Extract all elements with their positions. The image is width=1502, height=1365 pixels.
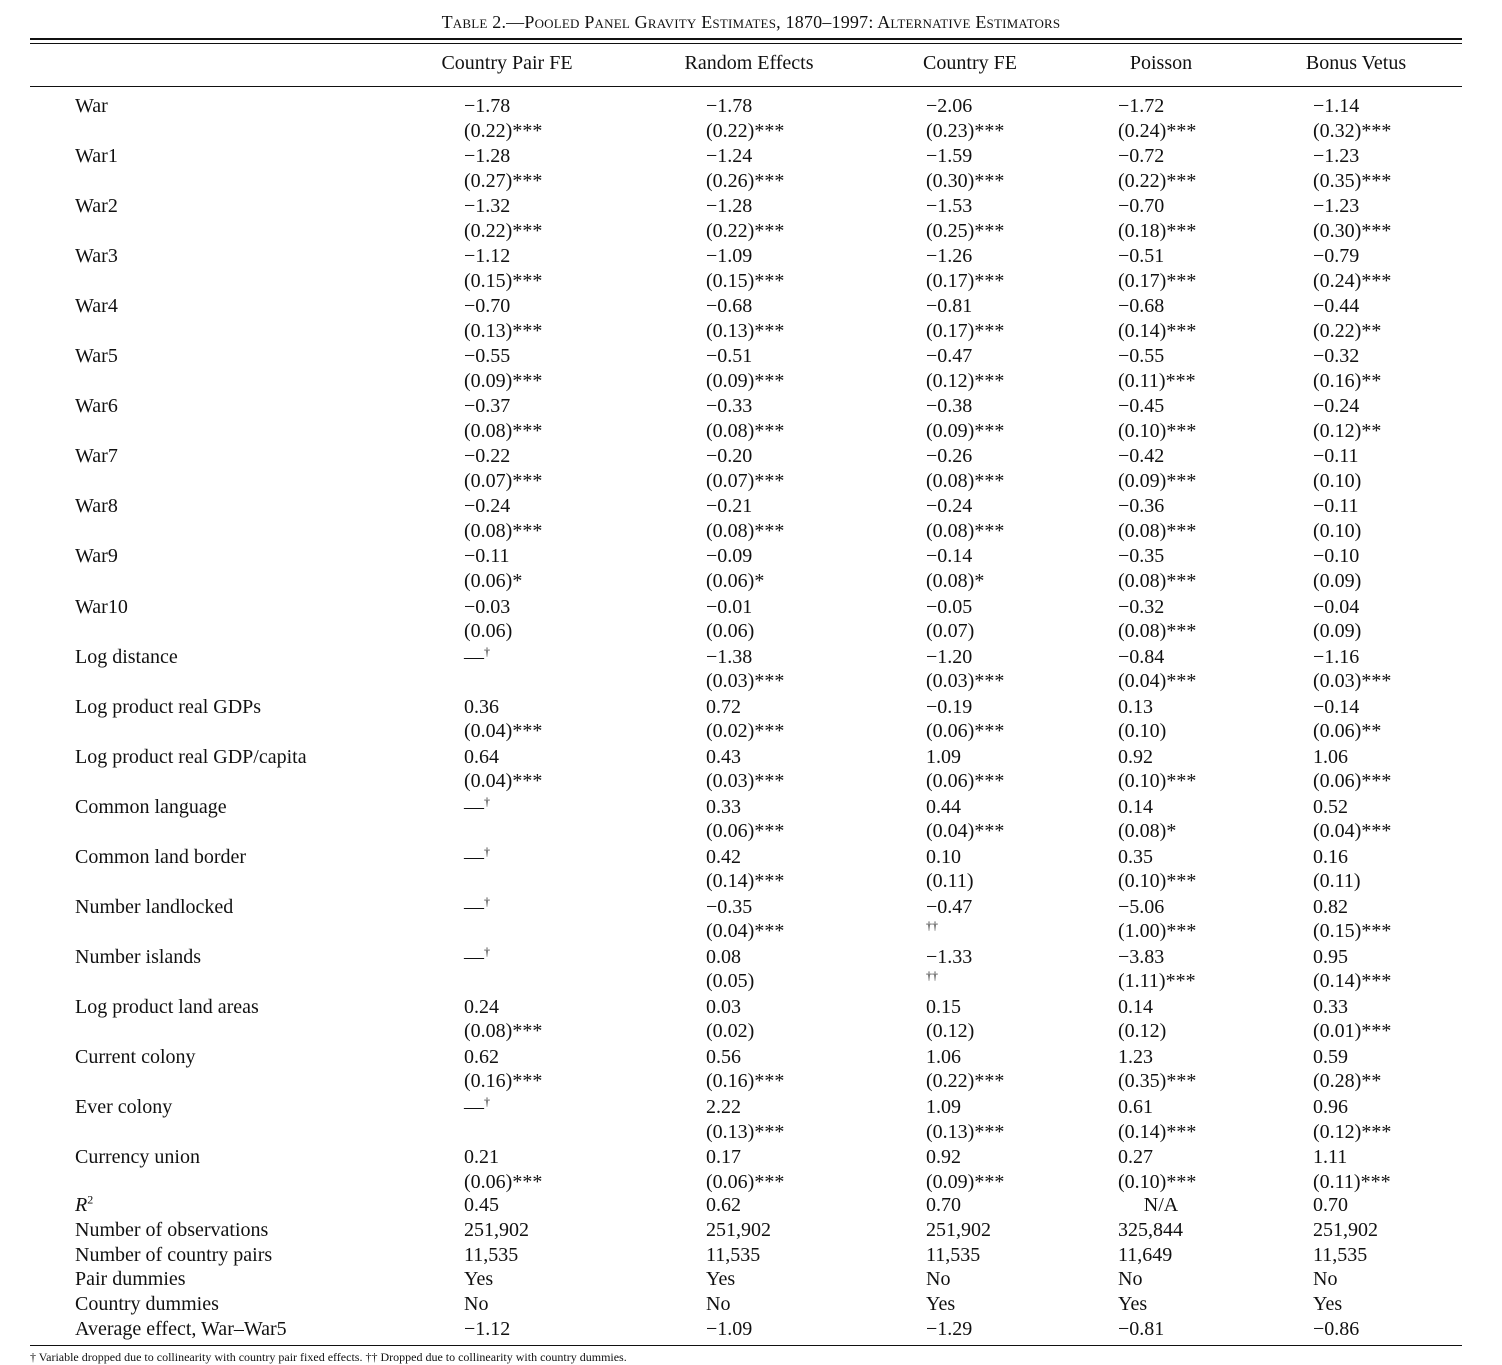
coef-cell: −1.16 xyxy=(1313,645,1360,668)
coef-cell: 0.92 xyxy=(926,1146,961,1169)
se-cell: (0.06) xyxy=(464,620,513,642)
se-cell: (0.15)*** xyxy=(1313,920,1392,943)
se-cell: (0.11) xyxy=(926,870,974,893)
coef-cell: −0.24 xyxy=(1313,395,1360,418)
footnote: † Variable dropped due to collinearity with country pair fixed effects. †† Dropped due to collinearity with country dummies. xyxy=(30,1350,627,1364)
row-label: War7 xyxy=(75,445,118,468)
coef-cell: −0.21 xyxy=(706,495,753,518)
se-cell: (0.08)*** xyxy=(926,519,1005,542)
stat-cell: −1.12 xyxy=(464,1318,511,1340)
row-label: Common language xyxy=(75,795,227,818)
coef-cell: −0.04 xyxy=(1313,595,1360,618)
se-cell: (0.17)*** xyxy=(1118,269,1197,292)
coef-cell: −0.36 xyxy=(1118,495,1165,518)
stat-cell: 0.70 xyxy=(1313,1194,1348,1216)
stat-cell: Yes xyxy=(1118,1293,1148,1316)
coef-cell: 0.27 xyxy=(1118,1146,1153,1169)
coef-cell: −1.53 xyxy=(926,195,973,218)
coef-cell: −1.26 xyxy=(926,245,973,268)
coef-cell: 0.62 xyxy=(464,1045,499,1068)
stat-cell: Yes xyxy=(464,1268,494,1291)
stat-label: $R^2$ xyxy=(75,1192,94,1216)
se-cell: (0.35)*** xyxy=(1313,169,1392,192)
row-label: Log product real GDPs xyxy=(75,695,262,718)
stat-cell: 251,902 xyxy=(926,1218,991,1241)
se-cell: (0.06)* xyxy=(706,569,765,592)
coef-cell: −0.51 xyxy=(706,345,753,368)
coef-cell: −0.20 xyxy=(706,445,753,468)
se-cell: (0.08)* xyxy=(926,569,985,592)
coef-cell: 0.36 xyxy=(464,695,499,718)
coef-cell: −1.12 xyxy=(464,245,511,268)
coef-cell: −1.33 xyxy=(926,945,973,968)
se-cell: (0.04)*** xyxy=(1313,820,1392,843)
row-label: Log product land areas xyxy=(75,995,259,1018)
stat-cell: Yes xyxy=(706,1268,736,1291)
se-cell: (0.13)*** xyxy=(464,319,543,342)
coef-cell: —† xyxy=(464,794,490,818)
se-cell: (0.08)*** xyxy=(1118,620,1197,642)
coef-cell: 1.23 xyxy=(1118,1045,1153,1068)
row-label: War xyxy=(75,95,108,117)
coef-cell: −1.28 xyxy=(464,145,511,168)
stat-cell: No xyxy=(1118,1268,1143,1291)
coef-cell: −0.47 xyxy=(926,895,973,918)
se-cell: (0.14)*** xyxy=(1118,1120,1197,1143)
coef-cell: −0.68 xyxy=(706,295,753,318)
row-label: War2 xyxy=(75,195,118,218)
se-cell: (0.07)*** xyxy=(706,469,785,492)
row-label: Number landlocked xyxy=(75,895,234,918)
se-cell: (0.13)*** xyxy=(706,319,785,342)
stat-cell: No xyxy=(706,1293,731,1316)
se-cell: (0.04)*** xyxy=(464,770,543,793)
se-cell: (1.00)*** xyxy=(1118,920,1197,943)
coef-cell: −0.55 xyxy=(1118,345,1165,368)
coef-cell: −0.09 xyxy=(706,545,753,568)
stat-cell: 11,535 xyxy=(706,1243,761,1266)
se-cell: (1.11)*** xyxy=(1118,970,1196,993)
stat-cell: 11,535 xyxy=(926,1243,981,1266)
se-cell: (0.06)*** xyxy=(1313,770,1392,793)
coef-cell: −0.37 xyxy=(464,395,511,418)
coef-cell: 1.11 xyxy=(1313,1146,1348,1169)
coef-cell: −0.32 xyxy=(1118,595,1165,618)
coef-cell: 0.96 xyxy=(1313,1096,1348,1118)
row-label: Log distance xyxy=(75,645,178,668)
coef-cell: −0.03 xyxy=(464,595,511,618)
se-cell: (0.13)*** xyxy=(926,1120,1005,1143)
coef-cell: −0.44 xyxy=(1313,295,1360,318)
coef-cell: −1.38 xyxy=(706,645,753,668)
se-cell: (0.10) xyxy=(1313,519,1362,542)
coef-cell: −1.78 xyxy=(706,95,753,117)
se-cell: (0.03)*** xyxy=(706,670,785,693)
se-cell: (0.09)*** xyxy=(706,369,785,392)
se-cell: (0.28)** xyxy=(1313,1070,1382,1093)
stat-cell: 11,535 xyxy=(464,1243,519,1266)
se-cell: (0.13)*** xyxy=(706,1120,785,1143)
coef-cell: −0.35 xyxy=(706,895,753,918)
se-cell: (0.14)*** xyxy=(706,870,785,893)
se-cell: (0.22)*** xyxy=(464,219,543,242)
se-cell: †† xyxy=(926,918,938,933)
coef-cell: −0.55 xyxy=(464,345,511,368)
coef-cell: −0.10 xyxy=(1313,545,1360,568)
coef-cell: −0.81 xyxy=(926,295,973,318)
row-label: War8 xyxy=(75,495,118,518)
se-cell: (0.12)*** xyxy=(926,369,1005,392)
coef-cell: 0.56 xyxy=(706,1045,741,1068)
stat-label: Average effect, War–War5 xyxy=(75,1318,287,1340)
se-cell: (0.22)*** xyxy=(1118,169,1197,192)
coef-cell: −1.28 xyxy=(706,195,753,218)
coef-cell: −0.14 xyxy=(926,545,973,568)
se-cell: (0.15)*** xyxy=(706,269,785,292)
stat-cell: −1.29 xyxy=(926,1318,973,1340)
se-cell: (0.06)*** xyxy=(926,770,1005,793)
se-cell: (0.26)*** xyxy=(706,169,785,192)
coef-cell: −0.79 xyxy=(1313,245,1360,268)
se-cell: (0.12)*** xyxy=(1313,1120,1392,1143)
coef-cell: −1.23 xyxy=(1313,145,1360,168)
row-label: Currency union xyxy=(75,1146,200,1169)
coef-cell: −0.11 xyxy=(1313,445,1359,468)
coef-cell: −0.70 xyxy=(464,295,511,318)
se-cell: (0.06)*** xyxy=(464,1170,543,1193)
coef-cell: −0.35 xyxy=(1118,545,1165,568)
stat-cell: 251,902 xyxy=(1313,1218,1378,1241)
column-header: Country FE xyxy=(923,52,1017,74)
se-cell: (0.24)*** xyxy=(1313,269,1392,292)
row-label: War4 xyxy=(75,295,118,318)
coef-cell: −2.06 xyxy=(926,95,973,117)
coef-cell: −0.26 xyxy=(926,445,973,468)
se-cell: (0.27)*** xyxy=(464,169,543,192)
row-label: Number islands xyxy=(75,945,202,968)
se-cell: (0.30)*** xyxy=(1313,219,1392,242)
se-cell: (0.32)*** xyxy=(1313,119,1392,142)
row-label: Ever colony xyxy=(75,1096,173,1118)
coef-cell: −3.83 xyxy=(1118,945,1165,968)
coef-cell: −0.33 xyxy=(706,395,753,418)
stat-label: Country dummies xyxy=(75,1293,219,1316)
coef-cell: −0.19 xyxy=(926,695,973,718)
se-cell: (0.08)*** xyxy=(464,519,543,542)
coef-cell: 0.24 xyxy=(464,995,499,1018)
column-header: Country Pair FE xyxy=(441,52,573,74)
coef-cell: −1.23 xyxy=(1313,195,1360,218)
row-label: War1 xyxy=(75,145,118,168)
coef-cell: −0.72 xyxy=(1118,145,1165,168)
column-header: Poisson xyxy=(1129,52,1193,74)
stat-cell: −1.09 xyxy=(706,1318,753,1340)
stat-cell: 251,902 xyxy=(464,1218,529,1241)
se-cell: (0.08)*** xyxy=(1118,569,1197,592)
stat-cell: −0.81 xyxy=(1118,1318,1165,1340)
se-cell: (0.14)*** xyxy=(1313,970,1392,993)
stat-cell: 0.70 xyxy=(926,1194,961,1216)
se-cell: (0.07)*** xyxy=(464,469,543,492)
coef-cell: 0.08 xyxy=(706,945,741,968)
se-cell: (0.17)*** xyxy=(926,269,1005,292)
stat-cell: 0.62 xyxy=(706,1194,741,1216)
se-cell: (0.11)*** xyxy=(1313,1170,1391,1193)
se-cell: (0.24)*** xyxy=(1118,119,1197,142)
se-cell: (0.09)*** xyxy=(1118,469,1197,492)
row-label: War6 xyxy=(75,395,118,418)
coef-cell: 0.61 xyxy=(1118,1096,1153,1118)
se-cell: (0.10)*** xyxy=(1118,419,1197,442)
se-cell: (0.18)*** xyxy=(1118,219,1197,242)
coef-cell: −0.38 xyxy=(926,395,973,418)
coef-cell: 1.06 xyxy=(1313,745,1348,768)
se-cell: (0.08)* xyxy=(1118,820,1177,843)
coef-cell: —† xyxy=(464,894,490,918)
stat-cell: 251,902 xyxy=(706,1218,771,1241)
se-cell: (0.09)*** xyxy=(464,369,543,392)
coef-cell: 0.44 xyxy=(926,795,961,818)
coef-cell: −0.84 xyxy=(1118,645,1165,668)
se-cell: (0.10) xyxy=(1118,720,1167,743)
column-header: Bonus Vetus xyxy=(1305,52,1407,74)
coef-cell: 0.17 xyxy=(706,1146,741,1169)
coef-cell: 1.09 xyxy=(926,1096,961,1118)
table-title xyxy=(0,12,1502,33)
coef-cell: −0.70 xyxy=(1118,195,1165,218)
bottom-rule xyxy=(30,1345,1462,1346)
se-cell: (0.23)*** xyxy=(926,119,1005,142)
se-cell: (0.04)*** xyxy=(1118,670,1197,693)
coef-cell: −1.20 xyxy=(926,645,973,668)
stat-cell: −0.86 xyxy=(1313,1318,1360,1340)
coef-cell: −1.59 xyxy=(926,145,973,168)
row-label: War3 xyxy=(75,245,118,268)
se-cell: (0.15)*** xyxy=(464,269,543,292)
coef-cell: 1.06 xyxy=(926,1045,961,1068)
header-rule xyxy=(30,86,1462,87)
se-cell: (0.06) xyxy=(706,620,755,642)
column-header: Random Effects xyxy=(684,52,814,74)
coef-cell: −1.78 xyxy=(464,95,511,117)
se-cell: (0.22)*** xyxy=(706,119,785,142)
stat-cell: 0.45 xyxy=(464,1194,499,1216)
coef-cell: −1.32 xyxy=(464,195,511,218)
coef-cell: −0.01 xyxy=(706,595,753,618)
se-cell: (0.09) xyxy=(1313,569,1362,592)
stat-cell: 325,844 xyxy=(1118,1218,1183,1241)
se-cell: (0.02) xyxy=(706,1020,755,1043)
se-cell: (0.10) xyxy=(1313,469,1362,492)
se-cell: (0.08)*** xyxy=(926,469,1005,492)
coef-cell: −0.47 xyxy=(926,345,973,368)
coef-cell: —† xyxy=(464,844,490,868)
se-cell: (0.22)*** xyxy=(464,119,543,142)
se-cell: (0.10)*** xyxy=(1118,1170,1197,1193)
coef-cell: −1.14 xyxy=(1313,95,1360,117)
se-cell: (0.17)*** xyxy=(926,319,1005,342)
coef-cell: 0.14 xyxy=(1118,795,1153,818)
coef-cell: 1.09 xyxy=(926,745,961,768)
se-cell: (0.11)*** xyxy=(1118,369,1196,392)
se-cell: (0.04)*** xyxy=(926,820,1005,843)
se-cell: (0.09)*** xyxy=(926,1170,1005,1193)
se-cell: (0.08)*** xyxy=(706,519,785,542)
top-rule-thin xyxy=(30,43,1462,44)
coef-cell: −0.05 xyxy=(926,595,973,618)
table-title-text: —Pooled Panel Gravity Estimates, 1870–1997: Alternative Estimators xyxy=(506,12,1061,32)
coef-cell: 0.35 xyxy=(1118,845,1153,868)
row-label: Log product real GDP/capita xyxy=(75,745,307,768)
coef-cell: 0.33 xyxy=(1313,995,1348,1018)
se-cell: (0.10)*** xyxy=(1118,870,1197,893)
se-cell: (0.08)*** xyxy=(464,1020,543,1043)
stat-cell: 11,649 xyxy=(1118,1243,1173,1266)
se-cell: (0.09) xyxy=(1313,620,1362,642)
se-cell: (0.12)** xyxy=(1313,419,1382,442)
coef-cell: −0.11 xyxy=(1313,495,1359,518)
coef-cell: −0.42 xyxy=(1118,445,1165,468)
coef-cell: 0.14 xyxy=(1118,995,1153,1018)
se-cell: (0.08)*** xyxy=(464,419,543,442)
coef-cell: 0.82 xyxy=(1313,895,1348,918)
se-cell: (0.16)** xyxy=(1313,369,1382,392)
se-cell: (0.14)*** xyxy=(1118,319,1197,342)
coef-cell: −1.24 xyxy=(706,145,753,168)
coef-cell: −5.06 xyxy=(1118,895,1165,918)
coef-cell: 0.42 xyxy=(706,845,741,868)
coef-cell: 0.59 xyxy=(1313,1045,1348,1068)
se-cell: †† xyxy=(926,968,938,983)
se-cell: (0.16)*** xyxy=(706,1070,785,1093)
se-cell: (0.30)*** xyxy=(926,169,1005,192)
se-cell: (0.06)*** xyxy=(706,1170,785,1193)
coef-cell: —† xyxy=(464,643,490,668)
coef-cell: 0.10 xyxy=(926,845,961,868)
coef-cell: −0.24 xyxy=(464,495,511,518)
stat-cell: No xyxy=(1313,1268,1338,1291)
coef-cell: 0.13 xyxy=(1118,695,1153,718)
row-label: Current colony xyxy=(75,1045,196,1068)
coef-cell: 0.52 xyxy=(1313,795,1348,818)
coef-cell: —† xyxy=(464,944,490,968)
se-cell: (0.12) xyxy=(1118,1020,1167,1043)
stat-cell: No xyxy=(464,1293,489,1316)
coef-cell: −0.22 xyxy=(464,445,511,468)
stat-label: Number of observations xyxy=(75,1218,269,1241)
coef-cell: 0.33 xyxy=(706,795,741,818)
row-label: War5 xyxy=(75,345,118,368)
row-label: Common land border xyxy=(75,845,247,868)
se-cell: (0.09)*** xyxy=(926,419,1005,442)
se-cell: (0.03)*** xyxy=(926,670,1005,693)
se-cell: (0.06)** xyxy=(1313,720,1382,743)
se-cell: (0.08)*** xyxy=(706,419,785,442)
se-cell: (0.08)*** xyxy=(1118,519,1197,542)
coef-cell: −0.11 xyxy=(464,545,510,568)
coef-cell: 0.92 xyxy=(1118,745,1153,768)
stat-cell: N/A xyxy=(1143,1194,1179,1216)
stat-label: Pair dummies xyxy=(75,1268,186,1291)
se-cell: (0.06)* xyxy=(464,569,523,592)
stat-label: Number of country pairs xyxy=(75,1243,273,1266)
stat-cell: Yes xyxy=(1313,1293,1343,1316)
se-cell: (0.11) xyxy=(1313,870,1361,893)
se-cell: (0.35)*** xyxy=(1118,1070,1197,1093)
stat-cell: 11,535 xyxy=(1313,1243,1368,1266)
coef-cell: 0.21 xyxy=(464,1146,499,1169)
coef-cell: −0.51 xyxy=(1118,245,1165,268)
se-cell: (0.04)*** xyxy=(464,720,543,743)
se-cell: (0.05) xyxy=(706,970,755,993)
se-cell: (0.10)*** xyxy=(1118,770,1197,793)
se-cell: (0.12) xyxy=(926,1020,975,1043)
coef-cell: −0.32 xyxy=(1313,345,1360,368)
se-cell: (0.06)*** xyxy=(706,820,785,843)
coef-cell: 0.64 xyxy=(464,745,499,768)
se-cell: (0.22)** xyxy=(1313,319,1382,342)
se-cell: (0.25)*** xyxy=(926,219,1005,242)
se-cell: (0.02)*** xyxy=(706,720,785,743)
se-cell: (0.22)*** xyxy=(706,219,785,242)
se-cell: (0.01)*** xyxy=(1313,1020,1392,1043)
coef-cell: −0.45 xyxy=(1118,395,1165,418)
coef-cell: —† xyxy=(464,1094,490,1118)
coef-cell: 2.22 xyxy=(706,1096,741,1118)
coef-cell: 0.16 xyxy=(1313,845,1348,868)
se-cell: (0.06)*** xyxy=(926,720,1005,743)
coef-cell: −0.68 xyxy=(1118,295,1165,318)
se-cell: (0.03)*** xyxy=(1313,670,1392,693)
top-rule xyxy=(30,38,1462,40)
se-cell: (0.04)*** xyxy=(706,920,785,943)
coef-cell: 0.03 xyxy=(706,995,741,1018)
se-cell: (0.16)*** xyxy=(464,1070,543,1093)
coef-cell: −0.24 xyxy=(926,495,973,518)
coef-cell: 0.95 xyxy=(1313,945,1348,968)
coef-cell: 0.43 xyxy=(706,745,741,768)
table-title-prefix: Table 2. xyxy=(441,12,507,32)
coef-cell: −1.09 xyxy=(706,245,753,268)
se-cell: (0.03)*** xyxy=(706,770,785,793)
coef-cell: 0.15 xyxy=(926,995,961,1018)
coef-cell: −1.72 xyxy=(1118,95,1165,117)
row-label: War9 xyxy=(75,545,118,568)
coef-cell: 0.72 xyxy=(706,695,741,718)
stat-cell: No xyxy=(926,1268,951,1291)
coef-cell: −0.14 xyxy=(1313,695,1360,718)
se-cell: (0.07) xyxy=(926,620,975,642)
se-cell: (0.22)*** xyxy=(926,1070,1005,1093)
row-label: War10 xyxy=(75,595,128,618)
stat-cell: Yes xyxy=(926,1293,956,1316)
